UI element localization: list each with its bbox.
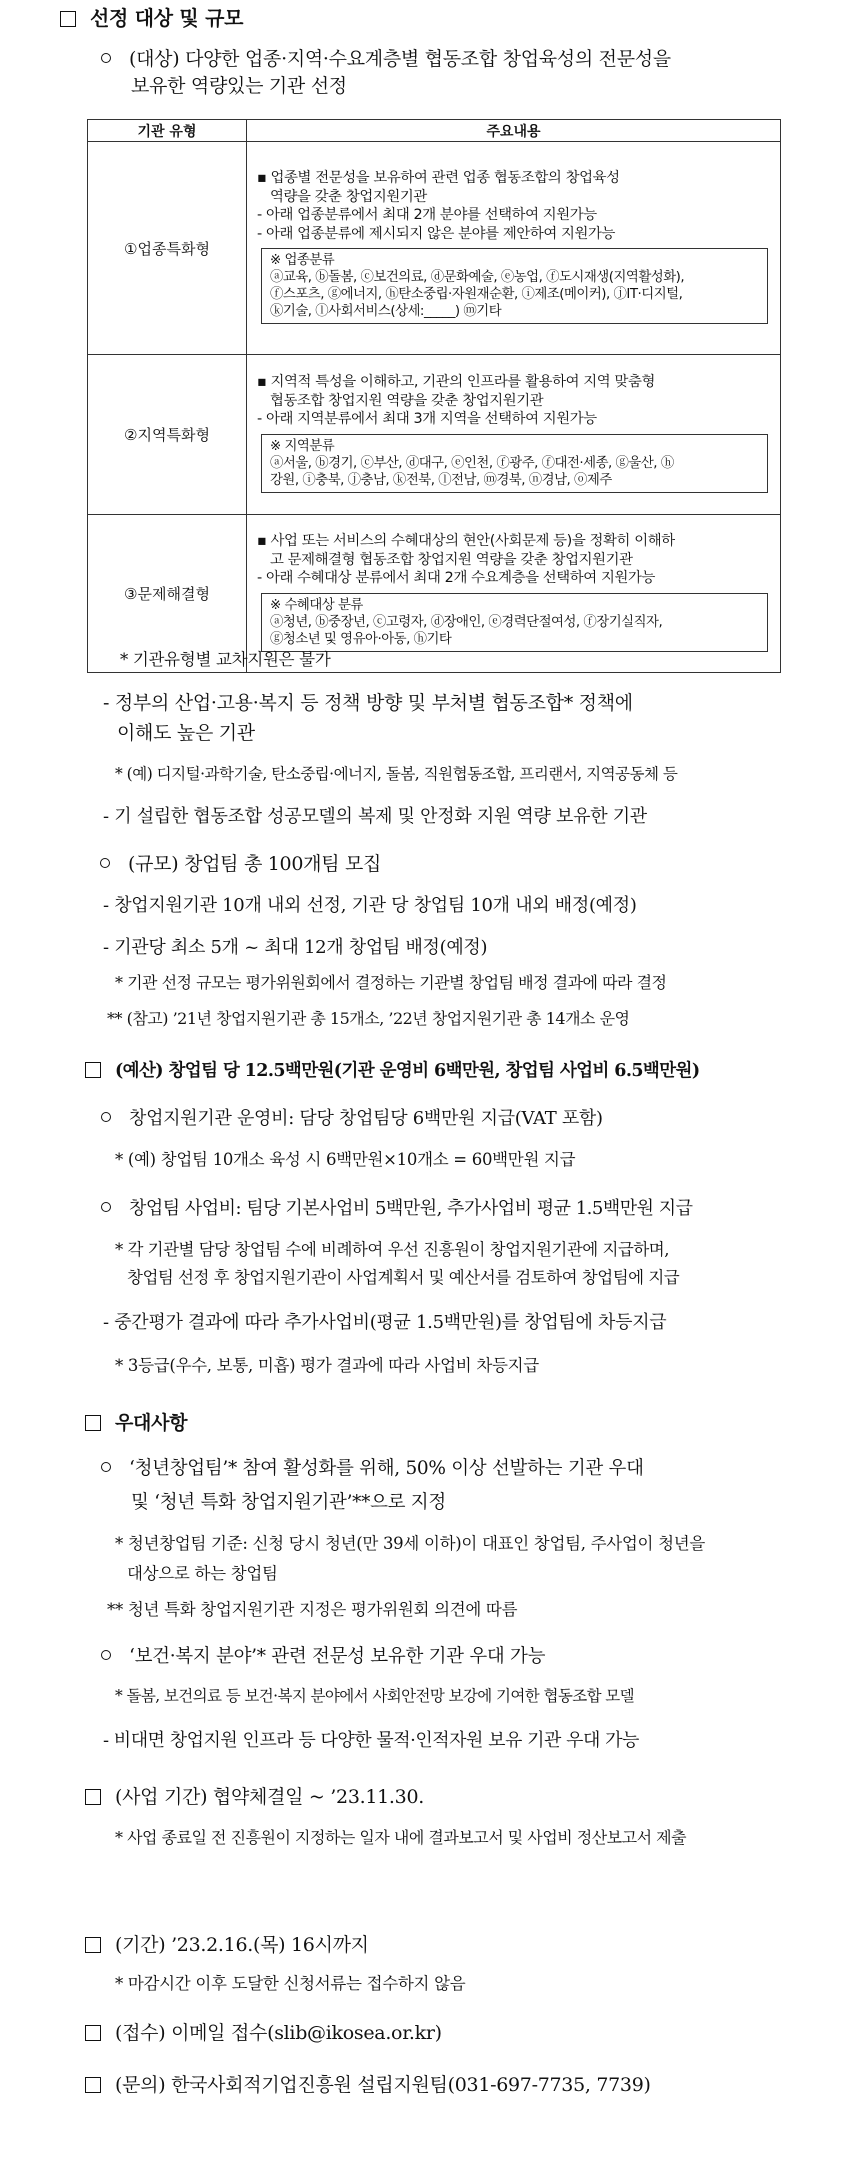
health-line: ‘보건·복지 분야’* 관련 전문성 보유한 기관 우대 가능 bbox=[101, 1644, 545, 1670]
checkbox-square-icon bbox=[85, 2077, 101, 2093]
table-header-content: 주요내용 bbox=[247, 120, 781, 142]
classification-box: ※ 업종분류 ⓐ교육, ⓑ돌봄, ⓒ보건의료, ⓓ문화예술, ⓔ농업, ⓕ도시재생(지역활성화), ⓕ스포츠, ⓖ에너지, ⓗ탄소중립·자원재순환, ⓘ제조(메이커), ⓙIT·디지털, ⓚ기술, ⓛ사회서비스(상세:_____) ⓜ기타 bbox=[261, 248, 768, 324]
period-note: * 사업 종료일 전 진흥원이 지정하는 일자 내에 결과보고서 및 사업비 정산보고서 제출 bbox=[115, 1828, 687, 1847]
table-cell-type: ①업종특화형 bbox=[88, 142, 247, 355]
section-heading-preference: 우대사항 bbox=[85, 1410, 187, 1436]
mid-evaluation-note: * 3등급(우수, 보통, 미흡) 평가 결과에 따라 사업비 차등지급 bbox=[115, 1356, 539, 1375]
operating-cost-line: 창업지원기관 운영비: 담당 창업팀당 6백만원 지급(VAT 포함) bbox=[101, 1106, 603, 1132]
section-heading-submission: (접수) 이메일 접수(slib@ikosea.or.kr) bbox=[85, 2020, 442, 2046]
note-cross-support: * 기관유형별 교차지원은 불가 bbox=[120, 650, 331, 669]
remote-line: - 비대면 창업지원 인프라 등 다양한 물적·인적자원 보유 기관 우대 가능 bbox=[103, 1730, 639, 1751]
team-cost-note-1: * 각 기관별 담당 창업팀 수에 비례하여 우선 진흥원이 창업지원기관에 지급하며, bbox=[115, 1240, 669, 1259]
scale-sub-1: - 창업지원기관 10개 내외 선정, 기관 당 창업팀 10개 내외 배정(예정) bbox=[103, 895, 637, 916]
section-heading-deadline: (기간) ’23.2.16.(목) 16시까지 bbox=[85, 1932, 369, 1958]
section-heading-inquiry: (문의) 한국사회적기업진흥원 설립지원팀(031-697-7735, 7739) bbox=[85, 2072, 651, 2098]
scale-note-1: * 기관 선정 규모는 평가위원회에서 결정하는 기관별 창업팀 배정 결과에 따라 결정 bbox=[115, 973, 667, 992]
table-header-row bbox=[88, 120, 781, 142]
classification-box: ※ 지역분류 ⓐ서울, ⓑ경기, ⓒ부산, ⓓ대구, ⓔ인천, ⓕ광주, ⓕ대전·세종, ⓖ울산, ⓗ 강원, ⓘ충북, ⓙ충남, ⓚ전북, ⓛ전남, ⓜ경북, ⓝ경남, ⓞ제주 bbox=[261, 434, 768, 493]
operating-cost-note: * (예) 창업팀 10개소 육성 시 6백만원×10개소 = 60백만원 지급 bbox=[115, 1150, 576, 1169]
policy-line-1: - 정부의 산업·고용·복지 등 정책 방향 및 부처별 협동조합* 정책에 bbox=[103, 692, 633, 714]
table-row bbox=[88, 355, 781, 515]
youth-note-1: * 청년창업팀 기준: 신청 당시 청년(만 39세 이하)이 대표인 창업팀, 주사업이 청년을 bbox=[115, 1534, 706, 1553]
institution-type-table bbox=[87, 119, 781, 673]
section-heading-budget: (예산) 창업팀 당 12.5백만원(기관 운영비 6백만원, 창업팀 사업비 6.5백만원) bbox=[85, 1058, 700, 1084]
target-line-2: 보유한 역량있는 기관 선정 bbox=[131, 75, 347, 97]
circle-bullet-icon bbox=[101, 1202, 111, 1212]
team-cost-line: 창업팀 사업비: 팀당 기본사업비 5백만원, 추가사업비 평균 1.5백만원 지급 bbox=[101, 1196, 693, 1222]
checkbox-square-icon bbox=[85, 1937, 101, 1953]
table-cell-type: ②지역특화형 bbox=[88, 355, 247, 515]
circle-bullet-icon bbox=[101, 1462, 111, 1472]
section-heading-selection: 선정 대상 및 규모 bbox=[60, 5, 243, 31]
youth-line-1: ‘청년창업팀’* 참여 활성화를 위해, 50% 이상 선발하는 기관 우대 bbox=[101, 1456, 644, 1482]
table-cell-content: ▪ 지역적 특성을 이해하고, 기관의 인프라를 활용하여 지역 맞춤형 협동조합 창업지원 역량을 갖춘 창업지원기관 - 아래 지역분류에서 최대 3개 지역을 선택하여 지원가능 ※ 지역분류 ⓐ서울, ⓑ경기, ⓒ부산, ⓓ대구, ⓔ인천, ⓕ광주, ⓕ대전·세종, ⓖ울산, ⓗ 강원, ⓘ충북, ⓙ충남, ⓚ전북, ⓛ전남, ⓜ경북, ⓝ경남, ⓞ제주 bbox=[247, 355, 781, 515]
youth-note-2: 대상으로 하는 창업팀 bbox=[127, 1564, 278, 1583]
policy-example-note: * (예) 디지털·과학기술, 탄소중립·에너지, 돌봄, 직원협동조합, 프리랜서, 지역공동체 등 bbox=[115, 765, 678, 783]
table-cell-type: ③문제해결형 bbox=[88, 515, 247, 673]
policy-line-2: 이해도 높은 기관 bbox=[117, 722, 255, 744]
circle-bullet-icon bbox=[101, 1650, 111, 1660]
scale-line: (규모) 창업팀 총 100개팀 모집 bbox=[100, 851, 381, 877]
deadline-note: * 마감시간 이후 도달한 신청서류는 접수하지 않음 bbox=[115, 1974, 466, 1993]
team-cost-note-2: 창업팀 선정 후 창업지원기관이 사업계획서 및 예산서를 검토하여 창업팀에 지급 bbox=[127, 1268, 680, 1287]
model-line: - 기 설립한 협동조합 성공모델의 복제 및 안정화 지원 역량 보유한 기관 bbox=[103, 806, 647, 827]
youth-line-2: 및 ‘청년 특화 창업지원기관’**으로 지정 bbox=[131, 1492, 446, 1513]
table-header-type: 기관 유형 bbox=[88, 120, 247, 142]
scale-sub-2: - 기관당 최소 5개 ~ 최대 12개 창업팀 배정(예정) bbox=[103, 937, 488, 958]
youth-note-3: ** 청년 특화 창업지원기관 지정은 평가위원회 의견에 따름 bbox=[107, 1600, 518, 1619]
table-cell-content: ▪ 사업 또는 서비스의 수혜대상의 현안(사회문제 등)을 정확히 이해하 고 문제해결형 협동조합 창업지원 역량을 갖춘 창업지원기관 - 아래 수혜대상 분류에서 최대 2개 수요계층을 선택하여 지원가능 ※ 수혜대상 분류 ⓐ청년, ⓑ중장년, ⓒ고령자, ⓓ장애인, ⓔ경력단절여성, ⓕ장기실직자, ⓖ청소년 및 영유아·아동, ⓗ기타 bbox=[247, 515, 781, 673]
checkbox-square-icon bbox=[85, 1062, 101, 1078]
circle-bullet-icon bbox=[101, 53, 111, 63]
mid-evaluation-line: - 중간평가 결과에 따라 추가사업비(평균 1.5백만원)를 창업팀에 차등지급 bbox=[103, 1312, 667, 1333]
table-cell-content: ▪ 업종별 전문성을 보유하여 관련 업종 협동조합의 창업육성 역량을 갖춘 창업지원기관 - 아래 업종분류에서 최대 2개 분야를 선택하여 지원가능 - 아래 업종분류에 제시되지 않은 분야를 제안하여 지원가능 ※ 업종분류 ⓐ교육, ⓑ돌봄, ⓒ보건의료, ⓓ문화예술, ⓔ농업, ⓕ도시재생(지역활성화), ⓕ스포츠, ⓖ에너지, ⓗ탄소중립·자원재순환, ⓘ제조(메이커), ⓙIT·디지털, ⓚ기술, ⓛ사회서비스(상세:_____) ⓜ기타 bbox=[247, 142, 781, 355]
classification-box: ※ 수혜대상 분류 ⓐ청년, ⓑ중장년, ⓒ고령자, ⓓ장애인, ⓔ경력단절여성, ⓕ장기실직자, ⓖ청소년 및 영유아·아동, ⓗ기타 bbox=[261, 593, 768, 652]
health-note: * 돌봄, 보건의료 등 보건·복지 분야에서 사회안전망 보강에 기여한 협동조합 모델 bbox=[115, 1687, 635, 1705]
checkbox-square-icon bbox=[85, 1415, 101, 1431]
checkbox-square-icon bbox=[85, 2025, 101, 2041]
scale-note-2: ** (참고) ’21년 창업지원기관 총 15개소, ’22년 창업지원기관 총 14개소 운영 bbox=[107, 1009, 630, 1028]
checkbox-square-icon bbox=[85, 1789, 101, 1805]
target-line-1: (대상) 다양한 업종·지역·수요계층별 협동조합 창업육성의 전문성을 bbox=[101, 46, 671, 72]
circle-bullet-icon bbox=[101, 1112, 111, 1122]
table-row bbox=[88, 142, 781, 355]
checkbox-square-icon bbox=[60, 11, 76, 27]
section-heading-period: (사업 기간) 협약체결일 ~ ’23.11.30. bbox=[85, 1784, 424, 1810]
circle-bullet-icon bbox=[100, 858, 110, 868]
